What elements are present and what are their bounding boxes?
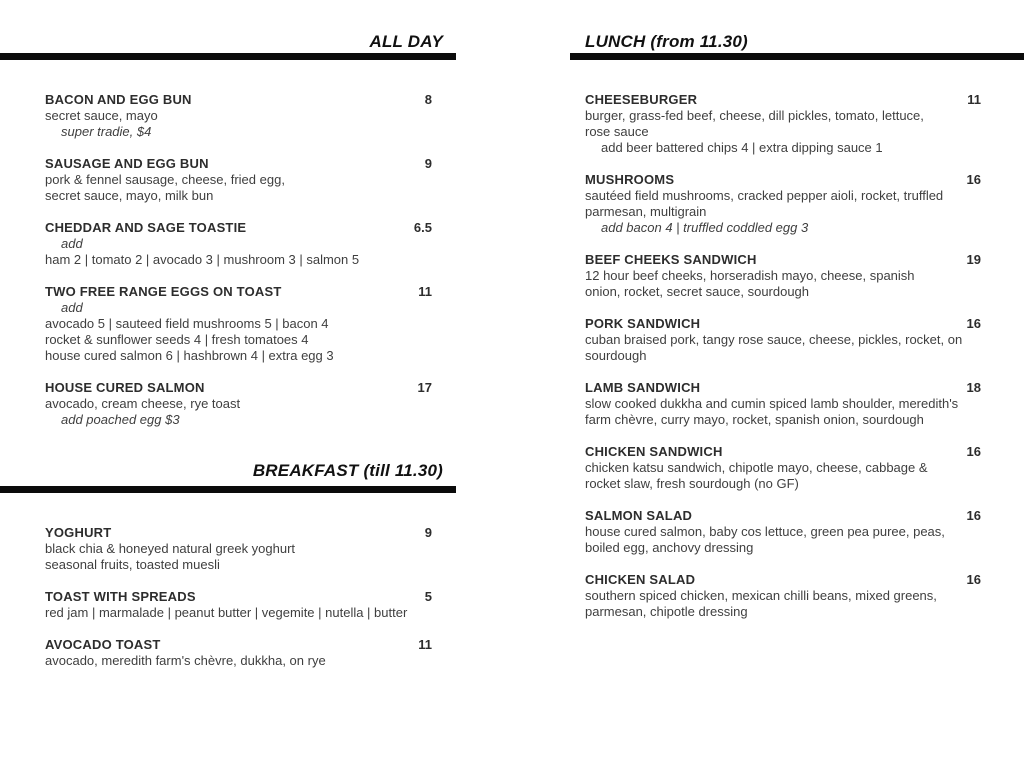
menu-item-price: 16 [966, 444, 981, 459]
menu-item-description-line: rocket & sunflower seeds 4 | fresh tomatoes 4 [45, 332, 309, 347]
menu-item-price: 9 [424, 156, 432, 171]
menu-item-description-line: parmesan, chipotle dressing [585, 604, 748, 619]
menu-item [585, 508, 981, 556]
menu-item [585, 172, 981, 236]
menu-item-description-line: sautéed field mushrooms, cracked pepper aioli, rocket, truffled [585, 188, 944, 203]
menu-item [45, 284, 432, 364]
menu-item [45, 589, 432, 621]
menu-item-description-line: secret sauce, mayo, milk bun [45, 188, 214, 203]
menu-item-description-line: rose sauce [585, 124, 649, 139]
menu-item-header [585, 92, 981, 108]
menu-item-price: 16 [966, 172, 981, 187]
menu-item-name: CHICKEN SALAD [585, 572, 696, 587]
menu-item-description-line: add beer battered chips 4 | extra dipping sauce 1 [601, 140, 883, 155]
menu-item-header [585, 380, 981, 396]
menu-item [585, 572, 981, 620]
menu-item-description-line: house cured salmon, baby cos lettuce, green pea puree, peas, [585, 524, 945, 539]
menu-item-price: 6.5 [413, 220, 432, 235]
menu-section [0, 444, 456, 685]
menu-item-price: 16 [966, 508, 981, 523]
menu-item-description-line: cuban braised pork, tangy rose sauce, cheese, pickles, rocket, on [585, 332, 963, 347]
menu-item-header [45, 380, 432, 396]
menu-item-name: CHICKEN SANDWICH [585, 444, 723, 459]
menu-item-header [585, 508, 981, 524]
menu-item-header [585, 172, 981, 188]
menu-item-header [585, 252, 981, 268]
menu-item [45, 637, 432, 669]
menu-item-description-line: avocado, cream cheese, rye toast [45, 396, 241, 411]
menu-item [585, 444, 981, 492]
menu-item [585, 92, 981, 156]
menu-item-price: 9 [424, 525, 432, 540]
menu-item-description-line: burger, grass-fed beef, cheese, dill pickles, tomato, lettuce, [585, 108, 924, 123]
menu-item-description-line: chicken katsu sandwich, chipotle mayo, cheese, cabbage & [585, 460, 928, 475]
menu-item-name: PORK SANDWICH [585, 316, 701, 331]
menu-item-description-line: ham 2 | tomato 2 | avocado 3 | mushroom 3 | salmon 5 [45, 252, 360, 267]
section-items [45, 92, 432, 444]
menu-item-description-line: add [61, 236, 83, 251]
menu-item-name: CHEDDAR AND SAGE TOASTIE [45, 220, 247, 235]
menu-item-description-line: seasonal fruits, toasted muesli [45, 557, 220, 572]
section-divider-bar [570, 53, 1024, 60]
menu-item [585, 252, 981, 300]
menu-item [45, 380, 432, 428]
menu-column-all-day-breakfast [0, 0, 456, 685]
menu-item-description-line: house cured salmon 6 | hashbrown 4 | extra egg 3 [45, 348, 334, 363]
menu-item-description-line: rocket slaw, fresh sourdough (no GF) [585, 476, 799, 491]
menu-item [585, 316, 981, 364]
menu-item-header [45, 589, 432, 605]
menu-item-description-line: black chia & honeyed natural greek yoghurt [45, 541, 296, 556]
menu-item-header [585, 316, 981, 332]
menu-item-name: SALMON SALAD [585, 508, 693, 523]
section-title: ALL DAY [369, 32, 443, 51]
menu-item-price: 5 [424, 589, 432, 604]
menu-item-header [45, 156, 432, 172]
menu-item-name: LAMB SANDWICH [585, 380, 701, 395]
menu-item-description-line: avocado 5 | sauteed field mushrooms 5 | bacon 4 [45, 316, 329, 331]
menu-item-price: 11 [967, 92, 981, 107]
menu-section [0, 0, 456, 444]
menu-item-name: TWO FREE RANGE EGGS ON TOAST [45, 284, 282, 299]
menu-item [45, 156, 432, 204]
section-divider-bar [0, 53, 456, 60]
menu-item-description-line: boiled egg, anchovy dressing [585, 540, 754, 555]
section-items [45, 525, 432, 685]
menu-item-name: CHEESEBURGER [585, 92, 698, 107]
menu-item [585, 380, 981, 428]
section-divider-bar [0, 486, 456, 493]
menu-item-description-line: super tradie, $4 [61, 124, 152, 139]
menu-item-price: 19 [966, 252, 981, 267]
menu-item-price: 16 [966, 572, 981, 587]
menu-item-name: MUSHROOMS [585, 172, 675, 187]
menu-item-description-line: avocado, meredith farm's chèvre, dukkha, on rye [45, 653, 326, 668]
menu-item [45, 525, 432, 573]
menu-item-description-line: add bacon 4 | truffled coddled egg 3 [601, 220, 809, 235]
menu-item-description-line: southern spiced chicken, mexican chilli beans, mixed greens, [585, 588, 937, 603]
menu-item-price: 18 [966, 380, 981, 395]
menu-item-price: 17 [417, 380, 432, 395]
menu-item-description-line: add [61, 300, 83, 315]
menu-item-description-line: 12 hour beef cheeks, horseradish mayo, cheese, spanish [585, 268, 915, 283]
menu-item-name: AVOCADO TOAST [45, 637, 161, 652]
menu-item-name: YOGHURT [45, 525, 112, 540]
menu-item-price: 11 [418, 284, 432, 299]
menu-section [570, 0, 1024, 636]
menu-item-description-line: pork & fennel sausage, cheese, fried egg, [45, 172, 285, 187]
menu-item-description-line: red jam | marmalade | peanut butter | vegemite | nutella | butter [45, 605, 408, 620]
menu-item-header [585, 444, 981, 460]
section-title: BREAKFAST (till 11.30) [252, 461, 443, 480]
menu-item-description-line: slow cooked dukkha and cumin spiced lamb shoulder, meredith's [585, 396, 959, 411]
menu-item-name: SAUSAGE AND EGG BUN [45, 156, 209, 171]
menu-item-description-line: secret sauce, mayo [45, 108, 158, 123]
menu-item-price: 16 [966, 316, 981, 331]
section-items [585, 92, 981, 636]
menu-item-price: 11 [418, 637, 432, 652]
menu-item-header [45, 220, 432, 236]
menu-item-description-line: add poached egg $3 [61, 412, 180, 427]
menu-item-header [45, 637, 432, 653]
menu-item [45, 92, 432, 140]
menu-item-description-line: sourdough [585, 348, 647, 363]
menu-item-header [585, 572, 981, 588]
menu-item-price: 8 [424, 92, 432, 107]
menu-column-lunch [570, 0, 1024, 636]
menu-item-name: HOUSE CURED SALMON [45, 380, 205, 395]
menu-item-description-line: onion, rocket, secret sauce, sourdough [585, 284, 810, 299]
menu-item-name: BEEF CHEEKS SANDWICH [585, 252, 757, 267]
menu-item-header [45, 284, 432, 300]
menu-item-name: BACON AND EGG BUN [45, 92, 192, 107]
menu-item-header [45, 92, 432, 108]
menu-item-description-line: farm chèvre, curry mayo, rocket, spanish onion, sourdough [585, 412, 924, 427]
menu-item-header [45, 525, 432, 541]
menu-item-name: TOAST WITH SPREADS [45, 589, 196, 604]
menu-item-description-line: parmesan, multigrain [585, 204, 707, 219]
menu-item [45, 220, 432, 268]
section-title: LUNCH (from 11.30) [585, 32, 748, 51]
